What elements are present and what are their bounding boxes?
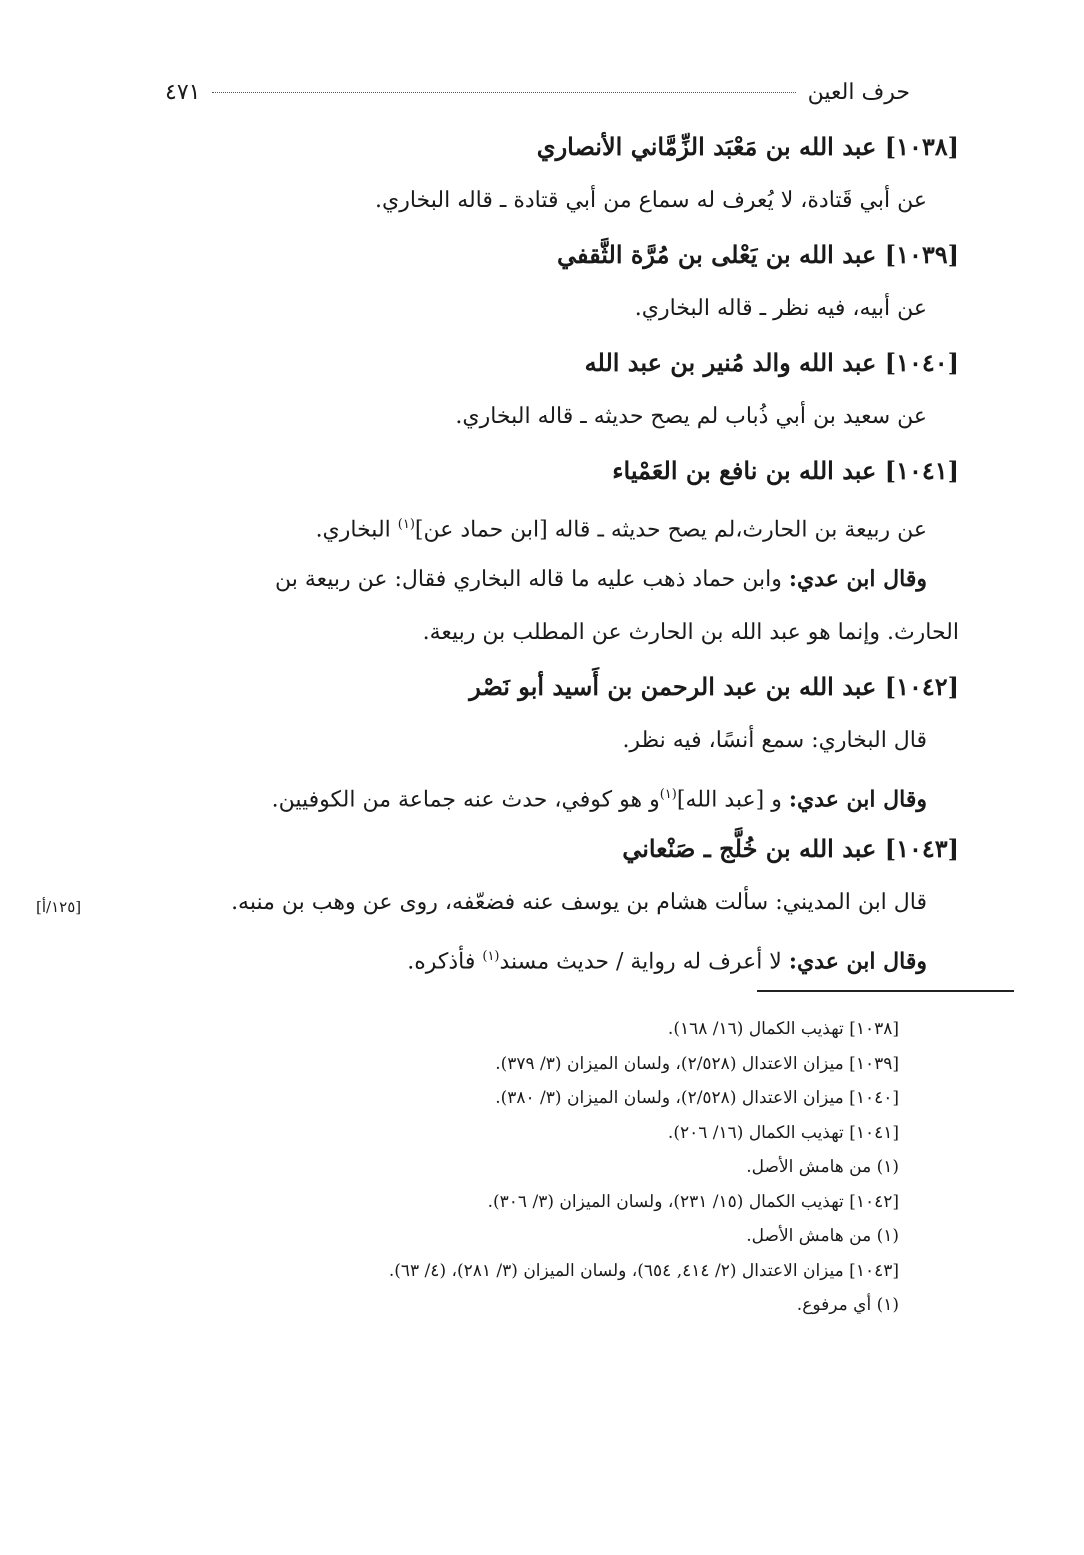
running-header (165, 72, 910, 112)
entry-text-1041 (129, 498, 959, 552)
entry-heading-1043: [١٠٤٣] عبد الله بن خُلَّج ـ صَنْعاني (622, 834, 959, 863)
ibn-adi-comment-1041 (129, 552, 959, 606)
entry-text-1041-part2: البخاري. (315, 517, 398, 543)
ibn-adi-continuation-1041: الحارث. وإنما هو عبد الله بن الحارث عن المطلب بن ربيعة. (422, 620, 959, 645)
entry-text-1042: قال البخاري: سمع أنسًا، فيه نظر. (622, 728, 927, 753)
footnote-marker: (١) (659, 787, 677, 802)
entry-heading-1040: [١٠٤٠] عبد الله والد مُنير بن عبد الله (584, 348, 959, 377)
footnote-1041-note1: (١) من هامش الأصل. (746, 1157, 899, 1177)
entry-text-1041-part1: عن ربيعة بن الحارث،لم يصح حديثه ـ قاله [ابن حماد عن] (414, 517, 927, 543)
footnote-1043-note1: (١) أي مرفوع. (796, 1295, 899, 1315)
footnote-1042-note1: (١) من هامش الأصل. (746, 1226, 899, 1246)
ibn-adi-label: وقال ابن عدي: (788, 786, 927, 813)
manuscript-folio-note: [١٢٥/أ] (36, 898, 82, 916)
ibn-adi-text-part1: لا أعرف له رواية / حديث مسند (499, 949, 789, 975)
footnote-1041: [١٠٤١] تهذيب الكمال (١٦/ ٢٠٦). (667, 1122, 899, 1143)
entry-heading-1042: [١٠٤٢] عبد الله بن عبد الرحمن بن أَسيد أبو نَصْر (469, 672, 959, 701)
chapter-title: حرف العين (807, 79, 910, 105)
footnote-1039: [١٠٣٩] ميزان الاعتدال (٢/٥٢٨)، ولسان الميزان (٣/ ٣٧٩). (495, 1053, 899, 1074)
footnote-1038: [١٠٣٨] تهذيب الكمال (١٦/ ١٦٨). (667, 1019, 899, 1039)
footnotes (119, 1012, 899, 1323)
entry-heading-1039: [١٠٣٩] عبد الله بن يَعْلى بن مُرَّة الثَّقفي (556, 240, 959, 269)
entry-heading-1041: [١٠٤١] عبد الله بن نافع بن العَمْياء (612, 456, 959, 485)
ibn-adi-comment-1043 (129, 930, 959, 984)
main-text (129, 120, 959, 984)
footnote-1043: [١٠٤٣] ميزان الاعتدال (٢/ ٤١٤, ٦٥٤)، ولسان الميزان (٣/ ٢٨١)، (٤/ ٦٣). (388, 1260, 899, 1281)
header-rule (212, 92, 795, 93)
ibn-adi-text-part2: فأذكره. (407, 949, 483, 975)
entry-text-1038: عن أبي قَتادة، لا يُعرف له سماع من أبي قتادة ـ قاله البخاري. (375, 188, 927, 213)
footnote-marker: (١) (482, 949, 500, 964)
ibn-adi-text-part2: و هو كوفي، حدث عنه جماعة من الكوفيين. (271, 787, 660, 813)
entry-text-1043: قال ابن المديني: سألت هشام بن يوسف عنه فضعّفه، روى عن وهب بن منبه. (231, 890, 927, 915)
page-number: ٤٧١ (165, 79, 201, 105)
ibn-adi-label: وقال ابن عدي: (788, 948, 927, 975)
ibn-adi-label: وقال ابن عدي: (788, 566, 927, 592)
ibn-adi-text-part1: و [عبد الله] (676, 787, 789, 813)
footnote-marker: (١) (397, 517, 415, 532)
footnote-1042: [١٠٤٢] تهذيب الكمال (١٥/ ٢٣١)، ولسان الميزان (٣/ ٣٠٦). (487, 1191, 899, 1212)
footnote-divider (757, 990, 1014, 992)
ibn-adi-text: وابن حماد ذهب عليه ما قاله البخاري فقال: عن ربيعة بن (274, 567, 789, 592)
footnote-1040: [١٠٤٠] ميزان الاعتدال (٢/٥٢٨)، ولسان الميزان (٣/ ٣٨٠). (495, 1088, 899, 1108)
entry-heading-1038: [١٠٣٨] عبد الله بن مَعْبَد الزِّمَّاني الأنصاري (536, 132, 959, 161)
entry-text-1040: عن سعيد بن أبي ذُباب لم يصح حديثه ـ قاله البخاري. (455, 404, 927, 429)
ibn-adi-comment-1042 (129, 768, 959, 822)
entry-text-1039: عن أبيه، فيه نظر ـ قاله البخاري. (634, 296, 927, 321)
